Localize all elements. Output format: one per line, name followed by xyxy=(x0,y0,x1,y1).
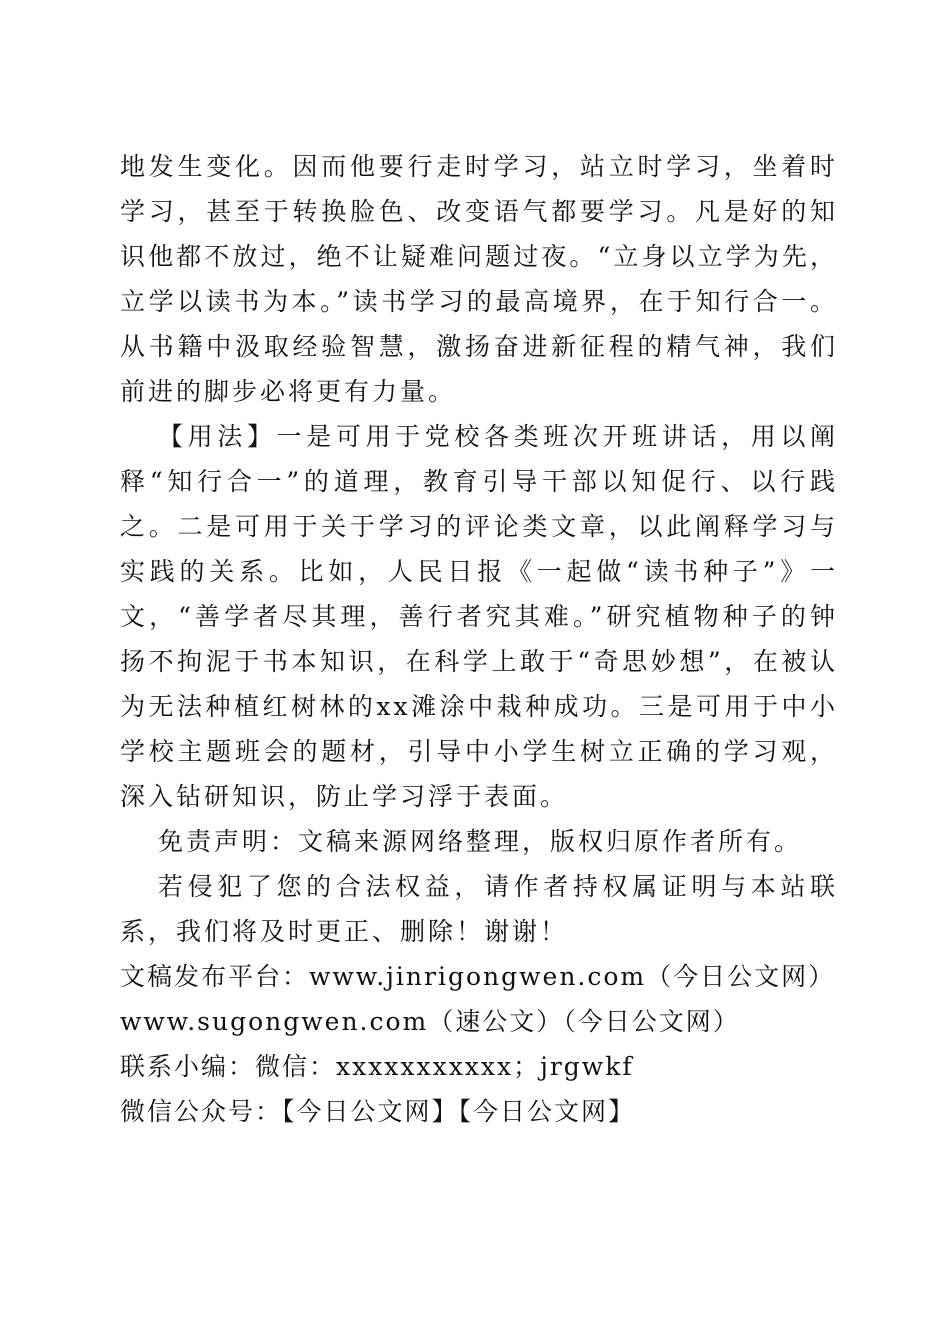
wechat-account-line: 微信公众号：【今日公文网】【今日公文网】 xyxy=(120,1097,636,1126)
document-body xyxy=(120,144,838,1134)
publish-platform-line: 文稿发布平台：www.jinrigongwen.com（今日公文网） xyxy=(120,962,836,991)
editor-contact-line: 联系小编：微信：xxxxxxxxxxx；jrgwkf xyxy=(120,1052,634,1081)
paragraph-reading-learning: 地发生变化。因而他要行走时学习，站立时学习，坐着时学习，甚至于转换脸色、改变语气都要学习。凡是好的知识他都不放过，绝不让疑难问题过夜。“立身以立学为先，立学以读书为本。”读书学习的最高境界，在于知行合一。从书籍中汲取经验智慧，激扬奋进新征程的精气神，我们前进的脚步必将更有力量。 xyxy=(120,152,838,406)
disclaimer-text: 免责声明：文稿来源网络整理，版权归原作者所有。 xyxy=(158,827,803,856)
paragraph-usage: 【用法】一是可用于党校各类班次开班讲话，用以阐释“知行合一”的道理，教育引导干部以知促行、以行践之。二是可用于关于学习的评论类文章，以此阐释学习与实践的关系。比如，人民日报《一起做“读书种子”》一文，“善学者尽其理，善行者究其难。”研究植物种子的钟扬不拘泥于书本知识，在科学上敢于“奇思妙想”，在被认为无法种植红树林的xx滩涂中栽种成功。三是可用于中小学校主题班会的题材，引导中小学生树立正确的学习观，深入钻研知识，防止学习浮于表面。 xyxy=(120,422,838,811)
infringement-notice: 若侵犯了您的合法权益，请作者持权属证明与本站联系，我们将及时更正、删除！谢谢！ xyxy=(120,872,838,946)
second-site-line: www.sugongwen.com（速公文）（今日公文网） xyxy=(120,1007,740,1036)
